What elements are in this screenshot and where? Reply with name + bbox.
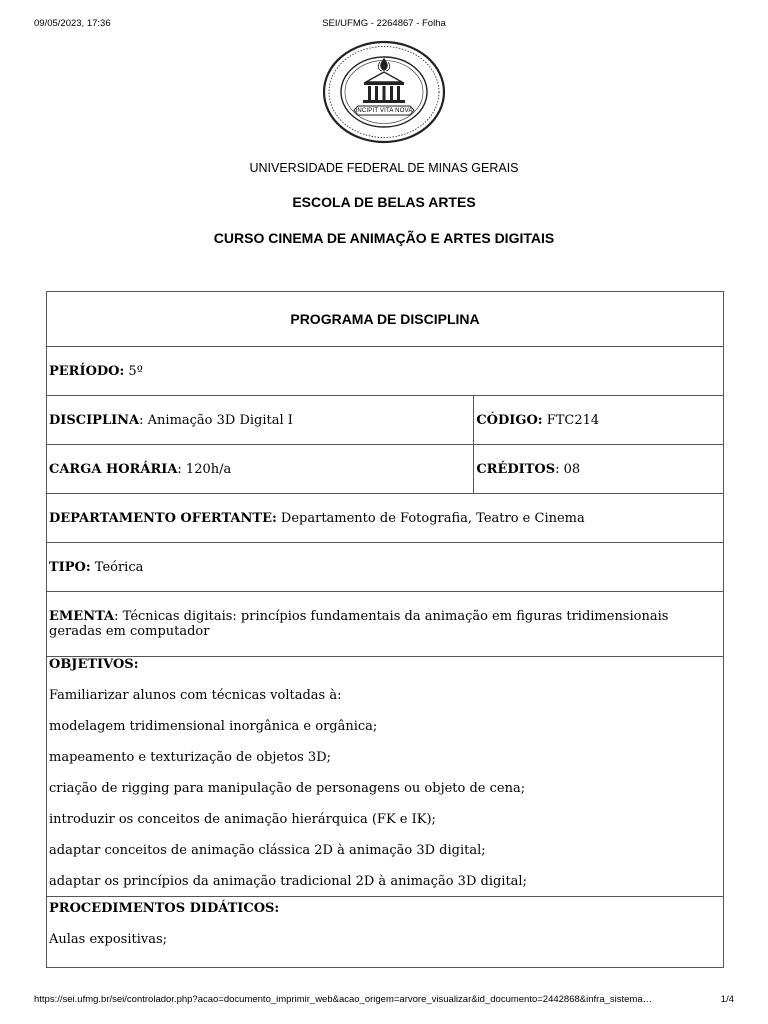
print-title: SEI/UFMG - 2264867 - Folha (322, 18, 446, 29)
tipo-label: TIPO: (49, 559, 91, 575)
disciplina-value: : Animação 3D Digital I (139, 412, 293, 428)
seal-motto: INCIPIT VITA NOVA (355, 108, 413, 114)
codigo-label: CÓDIGO: (476, 412, 543, 428)
codigo-cell (474, 396, 724, 445)
creditos-value: : 08 (555, 461, 581, 477)
objetivo-item: criação de rigging para manipulação de personagens ou objeto de cena; (49, 781, 526, 796)
course-name: CURSO CINEMA DE ANIMAÇÃO E ARTES DIGITAIS (213, 230, 555, 246)
objetivo-item: adaptar os princípios da animação tradicional 2D à animação 3D digital; (49, 874, 527, 889)
print-footer (0, 994, 768, 1008)
ementa-label: EMENTA (49, 609, 115, 624)
objetivo-item: adaptar conceitos de animação clássica 2D à animação 3D digital; (49, 843, 486, 858)
objetivo-item: introduzir os conceitos de animação hierárquica (FK e IK); (49, 812, 436, 827)
ufmg-seal-icon (322, 40, 446, 144)
university-name: UNIVERSIDADE FEDERAL DE MINAS GERAIS (249, 161, 519, 175)
disciplina-row (47, 396, 724, 445)
print-header (0, 18, 768, 32)
carga-cell (47, 445, 474, 494)
print-datetime: 09/05/2023, 17:36 (34, 18, 111, 29)
tipo-value: Teórica (90, 559, 144, 575)
print-url[interactable]: https://sei.ufmg.br/sei/controlador.php?acao=documento_imprimir_web&acao_origem=arvore_visualizar&id_documento=2442868&infra_sistema… (34, 994, 653, 1005)
tipo-cell (47, 543, 724, 592)
carga-label: CARGA HORÁRIA (49, 461, 178, 477)
objetivo-item: Familiarizar alunos com técnicas voltadas à: (49, 688, 342, 703)
carga-row (47, 445, 724, 494)
disciplina-label: DISCIPLINA (49, 412, 140, 428)
objetivos-cell (47, 657, 724, 897)
ementa-value: : Técnicas digitais: princípios fundamentais da animação em figuras tridimensionais geradas em computador (49, 609, 669, 639)
departamento-label: DEPARTAMENTO OFERTANTE: (49, 510, 277, 526)
disciplina-cell (47, 396, 474, 445)
ementa-cell (47, 592, 724, 657)
procedimento-item: Aulas expositivas; (49, 932, 168, 947)
departamento-cell (47, 494, 724, 543)
periodo-cell (47, 347, 724, 396)
procedimentos-label: PROCEDIMENTOS DIDÁTICOS: (49, 901, 280, 916)
departamento-value: Departamento de Fotografia, Teatro e Cinema (276, 510, 585, 526)
program-title: PROGRAMA DE DISCIPLINA (47, 292, 724, 347)
objetivos-row (47, 657, 724, 897)
periodo-label: PERÍODO: (49, 363, 125, 379)
procedimentos-row (47, 897, 724, 968)
ementa-row (47, 592, 724, 657)
school-name: ESCOLA DE BELAS ARTES (292, 194, 476, 210)
objetivos-label: OBJETIVOS: (49, 657, 139, 672)
creditos-label: CRÉDITOS (476, 461, 556, 477)
program-title-row (47, 292, 724, 347)
print-page-number: 1/4 (720, 994, 734, 1005)
objetivo-item: mapeamento e texturização de objetos 3D; (49, 750, 332, 765)
codigo-value: FTC214 (542, 412, 600, 428)
objetivo-item: modelagem tridimensional inorgânica e orgânica; (49, 719, 378, 734)
creditos-cell (474, 445, 724, 494)
program-table (46, 291, 724, 968)
periodo-row (47, 347, 724, 396)
departamento-row (47, 494, 724, 543)
periodo-value: 5º (124, 363, 143, 379)
tipo-row (47, 543, 724, 592)
procedimentos-cell (47, 897, 724, 968)
carga-value: : 120h/a (177, 461, 232, 477)
